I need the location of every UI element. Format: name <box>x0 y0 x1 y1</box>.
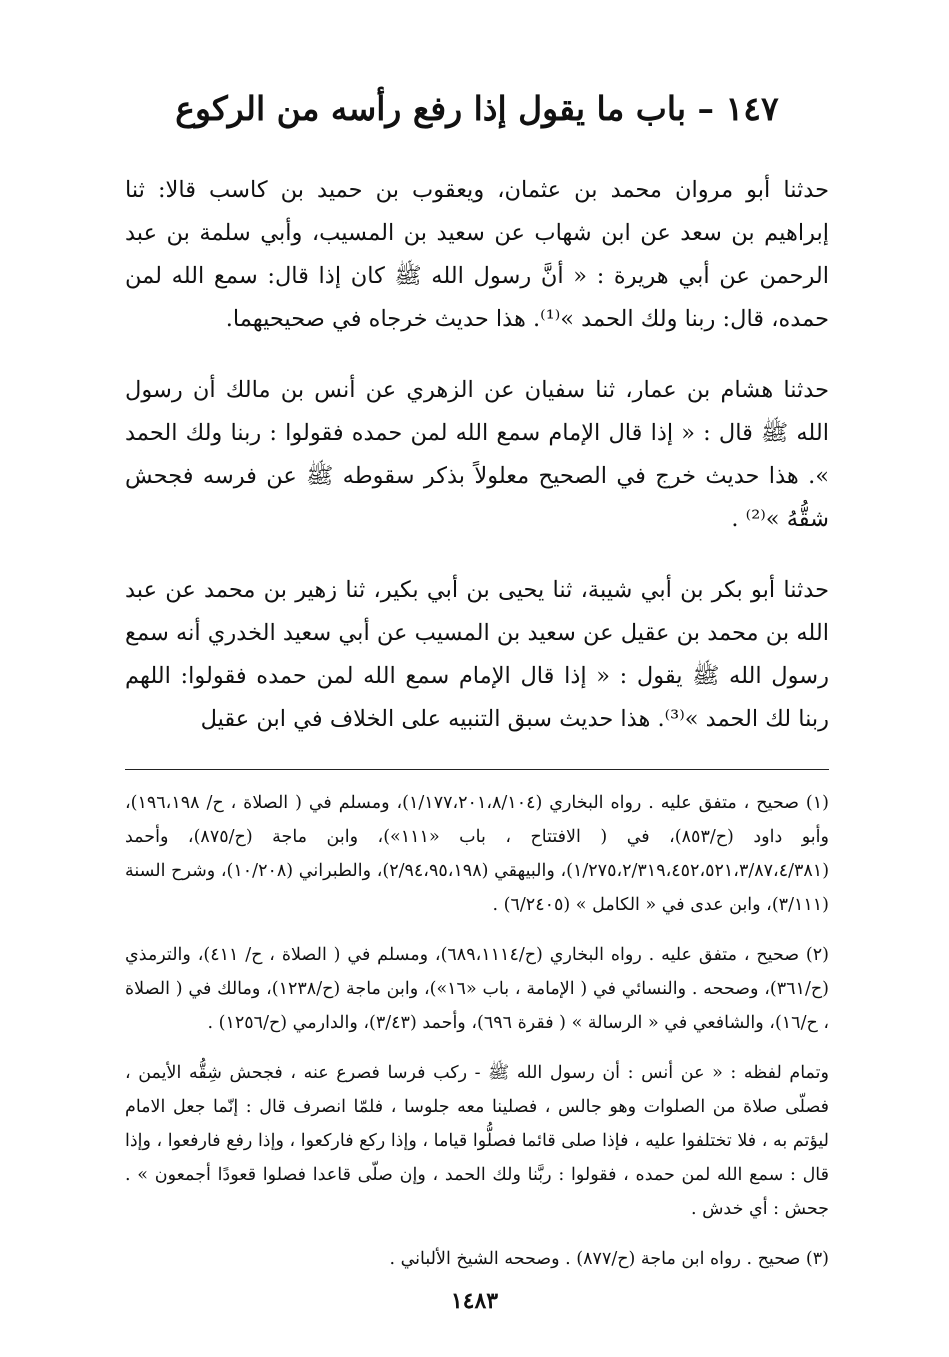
footnote-1: (١) صحيح ، متفق عليه . رواه البخاري (١/١٧٧،٢٠١،٨/١٠٤)، ومسلم في ( الصلاة ، ح/ ١٩٦،١٩٨)، وأبو داود (ح/٨٥٣)، في ( الافتتاح ، باب «١١١»)، وابن ماجة (ح/٨٧٥)، وأحمد (١/٢٧٥،٢/٣١٩،٤٥٢،٥٢١،٣/٨٧،٤/٣٨١)، والبيهقي (٢/٩٤،٩٥،١٩٨)، والطبراني (١٠/٢٠٨)، وشرح السنة (٣/١١١)، وابن عدى في « الكامل » (٦/٢٤٠٥) . <box>125 792 830 915</box>
chapter-heading: ١٤٧ – باب ما يقول إذا رفع رأسه من الركوع <box>175 89 779 128</box>
footnote-2: (٢) صحيح ، متفق عليه . رواه البخاري (ح/٦٨٩،١١١٤)، ومسلم في ( الصلاة ، ح/ ٤١١)، والترمذي (ح/٣٦١)، وصححه . والنسائي في ( الإمامة ، باب «١٦»)، وابن ماجة (ح/١٢٣٨)، ومالك في ( الصلاة ، ح/١٦)، والشافعي في « الرسالة » ( فقرة ٦٩٦)، وأحمد (٣/٤٣)، والدارمي (ح/١٢٥٦) . <box>125 944 829 1033</box>
hadith-paragraph-2: حدثنا هشام بن عمار، ثنا سفيان عن الزهري عن أنس بن مالك أن رسول الله ﷺ قال : « إذا قال الإمام سمع الله لمن حمده فقولوا : ربنا ولك الحمد ». هذا حديث خرج في الصحيح معلولاً بذكر سقوطه ﷺ عن فرسه فجحش شقُّهُ »⁽²⁾ . <box>125 376 829 532</box>
hadith-paragraph-3: حدثنا أبو بكر بن أبي شيبة، ثنا يحيى بن أبي بكير، ثنا زهير بن محمد عن عبد الله بن محمد بن عقيل عن سعيد بن المسيب عن أبي سعيد الخدري أنه سمع رسول الله ﷺ يقول : « إذا قال الإمام سمع الله لمن حمده فقولوا: اللهم ربنا لك الحمد »⁽³⁾. هذا حديث سبق التنبيه على الخلاف في ابن عقيل <box>125 576 829 732</box>
footnote-3: (٣) صحيح . رواه ابن ماجة (ح/٨٧٧) . وصححه الشيخ الألباني . <box>389 1248 829 1269</box>
footnote-2-continuation: وتمام لفظه : « عن أنس : أن رسول الله ﷺ - ركب فرسا فصرع عنه ، فجحش شِقُّه الأيمن ، فصلّى صلاة من الصلوات وهو جالس ، فصلينا معه جلوسا ، فلمّا انصرف قال : إنّما جعل الامام ليؤتم به ، فلا تختلفوا عليه ، فإذا صلى قائما فصلُّوا قياما ، وإذا ركع فاركعوا ، وإذا رفع فارفعوا ، وإذا قال : سمع الله لمن حمده ، فقولوا : ربَّنا ولك الحمد ، وإن صلّى قاعدا فصلوا قعودًا أجمعون » . جحش : أي خدش . <box>125 1062 829 1219</box>
main-text <box>125 169 829 741</box>
footnotes <box>125 786 829 1276</box>
footnote-divider <box>125 769 829 770</box>
page-number: ١٤٨٣ <box>450 1288 499 1314</box>
hadith-paragraph-1: حدثنا أبو مروان محمد بن عثمان، ويعقوب بن حميد بن كاسب قالا: ثنا إبراهيم بن سعد عن ابن شهاب عن سعيد بن المسيب، وأبي سلمة بن عبد الرحمن عن أبي هريرة : « أنَّ رسول الله ﷺ كان إذا قال: سمع الله لمن حمده، قال: ربنا ولك الحمد »⁽¹⁾. هذا حديث خرجاه في صحيحيهما. <box>125 176 829 332</box>
